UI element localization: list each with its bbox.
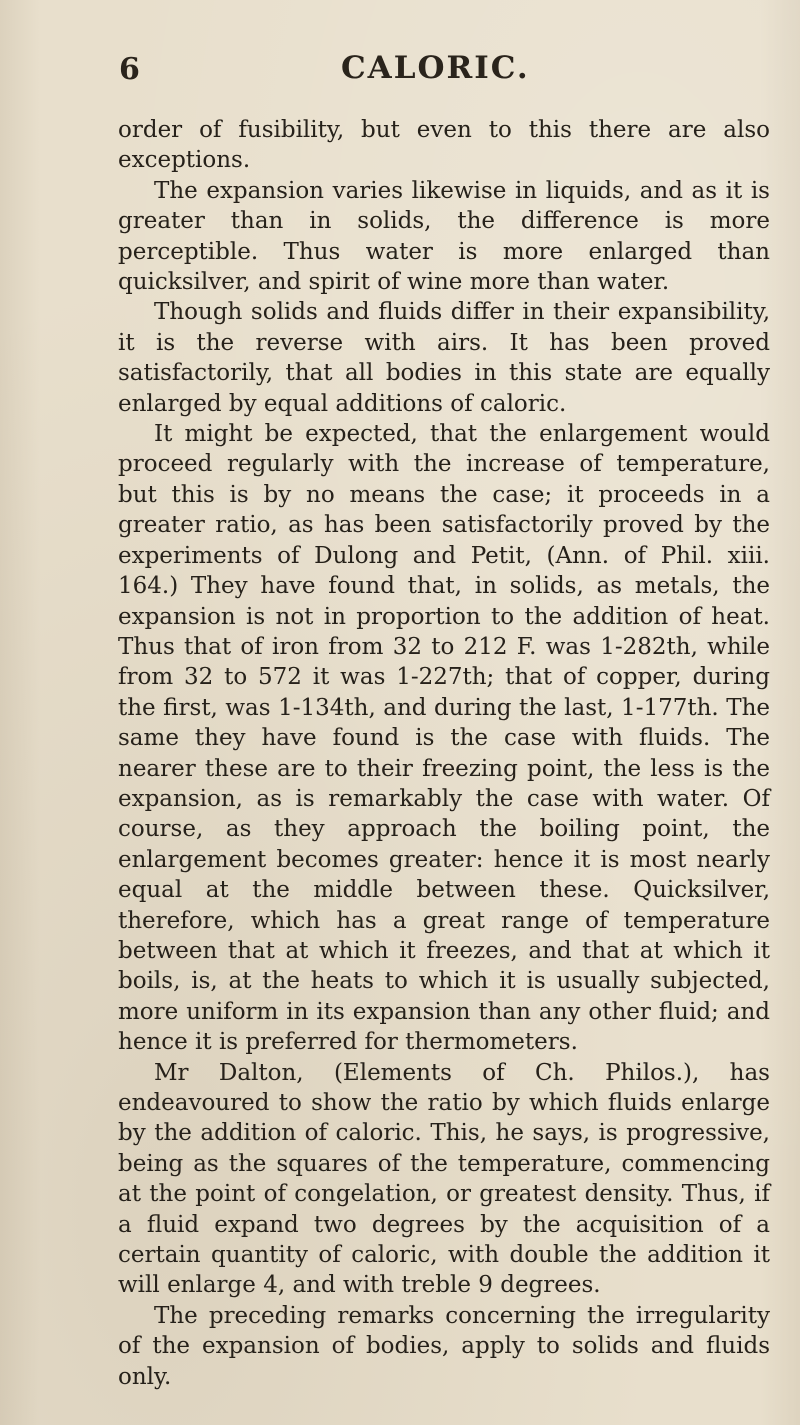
- paragraph-expansion-airs: Though solids and fluids differ in their expansibility, it is the reverse with airs. It has been proved satisfactorily, that all bodies in this state are equally enlarged by equal additions of caloric.: [118, 299, 770, 417]
- paragraph-expansion-liquids: The expansion varies likewise in liquids, and as it is greater than in solids, the difference is more perceptible. Thus water is more enlarged than quicksilver, and spirit of wine more than water.: [118, 177, 770, 296]
- page-header: [119, 48, 709, 98]
- paragraph-dalton: Mr Dalton, (Elements of Ch. Philos.), has endeavoured to show the ratio by which fluids enlarge by the addition of caloric. This, he says, is progressive, being as the squares of the temperature, commencing at the point of congelation, or greatest density. Thus, if a fluid expand two degrees by the acquisition of a certain quantity of caloric, with double the addition it will enlarge 4, and with treble 9 degrees.: [118, 1059, 770, 1299]
- paragraph-preceding-remarks: The preceding remarks concerning the irregularity of the expansion of bodies, apply to solids and fluids only.: [118, 1302, 770, 1390]
- paragraph-continuation: order of fusibility, but even to this there are also exceptions.: [118, 117, 770, 174]
- body-text: [118, 115, 770, 1392]
- page-number: 6: [119, 52, 140, 87]
- running-head: CALORIC.: [341, 50, 530, 86]
- paragraph-dulong-petit: It might be expected, that the enlargement would proceed regularly with the increase of temperature, but this is by no means the case; it proceeds in a greater ratio, as has been satisfactorily proved by the experiments of Dulong and Petit, (Ann. of Phil. xiii. 164.) They have found that, in solids, as metals, the expansion is not in proportion to the addition of heat. Thus that of iron from 32 to 212 F. was 1-282th, while from 32 to 572 it was 1-227th; that of copper, during the first, was 1-134th, and during the last, 1-177th. The same they have found is the case with fluids. The nearer these are to their freezing point, the less is the expansion, as is remarkably the case with water. Of course, as they approach the boiling point, the enlargement becomes greater: hence it is most nearly equal at the middle between these. Quicksilver, therefore, which has a great range of temperature between that at which it freezes, and that at which it boils, is, at the heats to which it is usually subjected, more uniform in its expansion than any other fluid; and hence it is preferred for thermometers.: [118, 421, 770, 1056]
